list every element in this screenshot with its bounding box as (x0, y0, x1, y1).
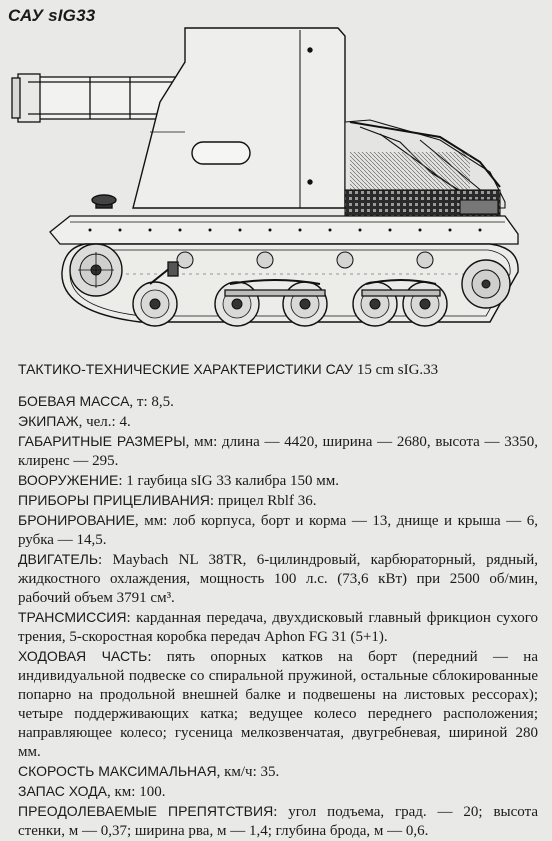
spec-range (18, 782, 538, 802)
spec-crew (18, 412, 538, 432)
spec-label: БРОНИРОВАНИЕ (18, 512, 135, 528)
spec-sights (18, 491, 538, 511)
idler-wheel (462, 260, 510, 308)
tank-side-view-drawing (0, 22, 552, 332)
spec-label: БОЕВАЯ МАССА (18, 393, 130, 409)
spec-value: , мм: лоб корпуса, борт и корма — 13, днище и крыша — 6, рубка — 14,5. (18, 513, 538, 548)
spec-combat-weight (18, 392, 538, 412)
spec-value: : Maybach NL 38TR, 6-цилиндровый, карбюраторный, рядный, жидкостного охлаждения, мощность 100 л.с. (73,6 кВт) при 2500 об/мин, рабочий объем 3791 см³. (18, 552, 538, 606)
spec-value: , км/ч: 35. (216, 764, 280, 780)
spec-label: ЗАПАС ХОДА (18, 783, 108, 799)
specifications-title-main: ТАКТИКО-ТЕХНИЧЕСКИЕ ХАРАКТЕРИСТИКИ САУ (18, 361, 354, 377)
spec-obstacles (18, 802, 538, 841)
spec-value: , чел.: 4. (78, 414, 131, 430)
engine-deck (345, 120, 505, 216)
specifications-title (18, 360, 538, 380)
spec-value: : карданная передача, двухдисковый главный фрикцион сухого трения, 5-скоростная коробка передач Aphon FG 31 (5+1). (18, 610, 538, 645)
spec-value: : пять опорных катков на борт (передний — на индивидуальной подвеске со спиральной пружиной, остальные сблокированные попарно на продольной внешней балке и подвешены на листовых рессорах); четыре поддерживающих катка; ведущее колесо переднего расположения; направляющее колесо; гусеница мелкозвенчатая, двугребневая, шириной 280 мм. (18, 649, 538, 760)
spec-label: ДВИГАТЕЛЬ (18, 551, 99, 567)
spec-label: ПРИБОРЫ ПРИЦЕЛИВАНИЯ (18, 492, 210, 508)
spec-running-gear (18, 647, 538, 762)
spec-value: , т: 8,5. (129, 394, 174, 410)
spec-dimensions (18, 432, 538, 471)
vision-port (192, 142, 250, 164)
spec-label: ВООРУЖЕНИЕ (18, 472, 119, 488)
spec-label: ГАБАРИТНЫЕ РАЗМЕРЫ (18, 433, 186, 449)
spec-armor (18, 511, 538, 550)
spec-value: : прицел Rblf 36. (209, 493, 317, 509)
spec-label: ХОДОВАЯ ЧАСТЬ (18, 648, 148, 664)
spec-value: : угол подъема, град. — 20; высота стенки, м — 0,37; ширина рва, м — 1,4; глубина брода, м — 0,6. (18, 804, 538, 839)
specifications (18, 360, 538, 841)
hull (50, 216, 518, 244)
spec-label: ТРАНСМИССИЯ (18, 609, 127, 625)
spec-max-speed (18, 762, 538, 782)
page-caption: САУ sIG33 (8, 6, 96, 25)
drive-sprocket (70, 244, 122, 296)
spec-transmission (18, 608, 538, 647)
spec-label: ПРЕОДОЛЕВАЕМЫЕ ПРЕПЯТСТВИЯ (18, 803, 274, 819)
spec-engine (18, 550, 538, 608)
spec-label: ЭКИПАЖ (18, 413, 79, 429)
spec-label: СКОРОСТЬ МАКСИМАЛЬНАЯ (18, 763, 217, 779)
spec-value: , мм: длина — 4420, ширина — 2680, высота — 3350, клиренс — 295. (18, 434, 539, 469)
spec-value: : 1 гаубица sIG 33 калибра 150 мм. (118, 473, 340, 489)
spec-armament (18, 471, 538, 491)
spec-value: , км: 100. (107, 784, 166, 800)
specifications-title-model: 15 cm sIG.33 (356, 362, 439, 378)
